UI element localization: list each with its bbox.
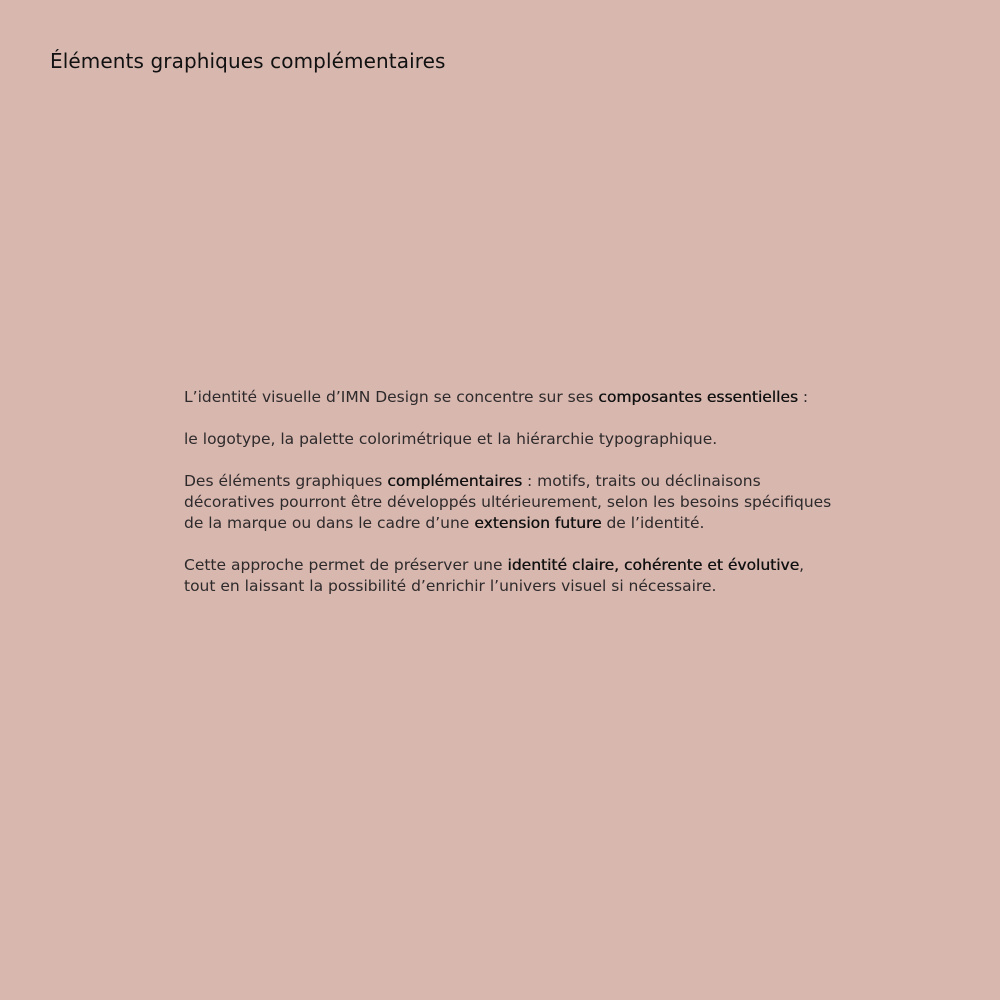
approach-emphasis: identité claire, cohérente et évolutive [507, 556, 800, 574]
approach-text-end: , tout en laissant la possibilité d’enrichir l’univers visuel si nécessaire. [184, 556, 805, 595]
approach-paragraph [184, 555, 834, 597]
intro-text: L’identité visuelle d’IMN Design se concentre sur ses [184, 388, 599, 406]
future-extension-emphasis: extension future [474, 514, 602, 532]
intro-paragraph [184, 387, 834, 408]
intro-punctuation: : [797, 388, 809, 406]
complementary-text-start: Des éléments graphiques [184, 472, 388, 490]
core-elements-text: le logotype, la palette colorimétrique et la hiérarchie typographique. [184, 430, 718, 448]
approach-text-start: Cette approche permet de préserver une [184, 556, 508, 574]
body-text [184, 387, 834, 597]
complementary-emphasis: complémentaires [387, 472, 523, 490]
complementary-text-end: de l’identité. [601, 514, 705, 532]
complementary-elements-paragraph [184, 471, 834, 534]
page-title: Éléments graphiques complémentaires [50, 49, 446, 73]
core-elements-paragraph [184, 429, 834, 450]
intro-emphasis: composantes essentielles [598, 388, 798, 406]
complementary-text-middle: : motifs, traits ou déclinaisons décoratives pourront être développés ultérieurement, selon les besoins spécifiques de la marque ou dans le cadre d’une [184, 472, 832, 532]
